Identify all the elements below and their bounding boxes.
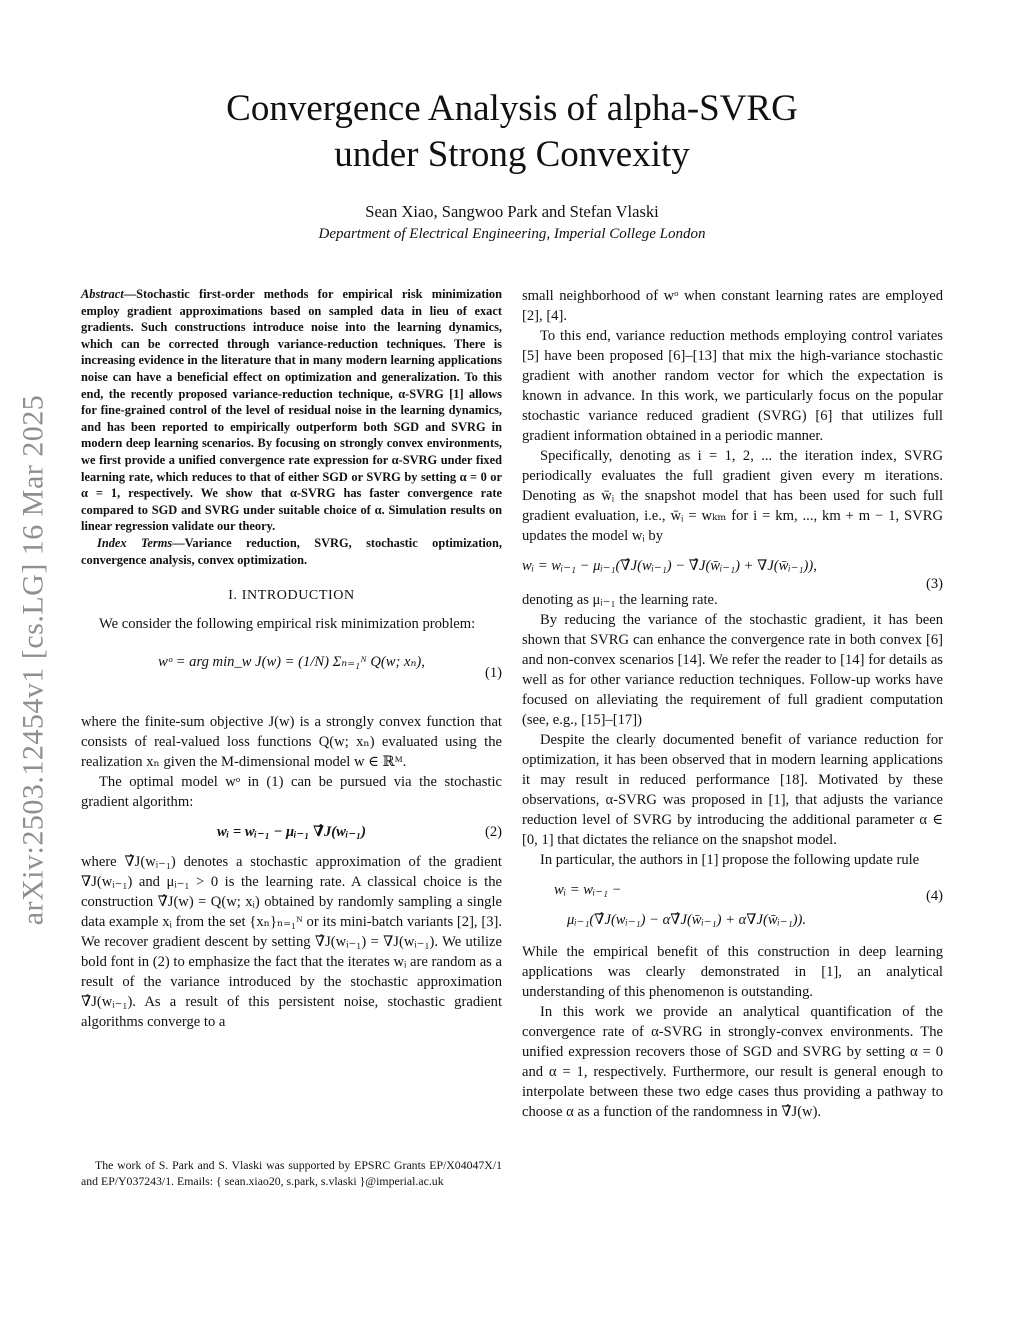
paragraph: where the finite-sum objective J(w) is a strongly convex function that consists of real-valued loss functions Q(w; xₙ) evaluated using the realization xₙ given the M-dimensional model w ∈ ℝᴹ. xyxy=(81,714,502,771)
equation-1-expr: wᵒ = arg min_w J(w) = (1/N) Σₙ₌₁ᴺ Q(w; xₙ), xyxy=(158,654,425,671)
equation-3-number: (3) xyxy=(925,576,943,592)
paragraph: In particular, the authors in [1] propose the following update rule xyxy=(540,852,920,868)
equation-4-line-1: wᵢ = wᵢ₋₁ − xyxy=(554,882,622,898)
abstract xyxy=(81,286,502,535)
paragraph: denoting as μᵢ₋₁ the learning rate. xyxy=(522,592,718,608)
left-column xyxy=(81,286,502,1032)
paragraph: In this work we provide an analytical quantification of the convergence rate of α-SVRG in strongly-convex environments. The unified expression recovers those of SGD and SVRG by setting α = 0 and α = 1, respectively. Furthermore, our result is general enough to interpolate between these two edge cases thus providing a pathway to choose α as a function of the randomness in ∇̂J(w). xyxy=(522,1004,943,1120)
index-terms xyxy=(81,535,502,568)
arxiv-sidebar-stamp xyxy=(8,340,58,980)
equation-4-number: (4) xyxy=(925,888,943,904)
equation-2-number: (2) xyxy=(484,824,502,841)
equation-3 xyxy=(522,556,943,592)
paragraph: Despite the clearly documented benefit of variance reduction for optimization, it has been observed that in modern learning applications it may result in reduced performance [18]. Motivated by these observations, α-SVRG was proposed in [1], that adjusts the variance reduction level of SVRG by introducing the additional parameter α ∈ [0, 1] that dictates the reliance on the snapshot model. xyxy=(522,732,943,848)
equation-3-expr: wᵢ = wᵢ₋₁ − μᵢ₋₁(∇̂J(wᵢ₋₁) − ∇̂J(w̄ᵢ₋₁) + ∇J(w̄ᵢ₋₁)), xyxy=(522,558,817,574)
abstract-text: —Stochastic first-order methods for empirical risk minimization employ gradient approximations based on sampled data in lieu of exact gradients. Such constructions introduce noise into the learning dynamics, which can be corrected through variance-reduction techniques. There is increasing evidence in the literature that in many modern learning applications noise can have a beneficial effect on optimization and generalization. To this end, the recently proposed variance-reduction technique, α-SVRG [1] allows for fine-grained control of the level of residual noise in the learning dynamics, and has been reported to empirically outperform both SGD and SVRG in modern deep learning scenarios. By focusing on strongly convex environments, we first provide a unified convergence rate expression for α-SVRG under fixed learning rate, which reduces to that of either SGD or SVRG by setting α = 0 or α = 1, respectively. We show that α-SVRG has faster convergence rate compared to SGD and SVRG under suitable choice of α. Simulation results on linear regression validate our theory. xyxy=(81,287,502,534)
footnote: The work of S. Park and S. Vlaski was supported by EPSRC Grants EP/X04047X/1 and EP/Y037243/1. Emails: { sean.xiao20, s.park, s.vlaski }@imperial.ac.uk xyxy=(81,1158,502,1188)
paragraph: small neighborhood of wᵒ when constant learning rates are employed [2], [4]. xyxy=(522,288,943,324)
right-column xyxy=(522,286,943,1122)
arxiv-id: arXiv:2503.12454v1 [cs.LG] 16 Mar 2025 xyxy=(16,394,49,926)
index-terms-text: —Variance reduction, SVRG, stochastic optimization, convergence analysis, convex optimization. xyxy=(81,535,502,567)
title-line-1: Convergence Analysis of alpha-SVRG xyxy=(226,88,798,129)
equation-2 xyxy=(81,822,502,842)
paragraph: By reducing the variance of the stochastic gradient, it has been shown that SVRG can enhance the convergence rate in both convex [6] and non-convex scenarios [14]. We refer the reader to [14] for details as well as for other variance reduction techniques. Follow-up works have focused on alleviating the requirement of full gradient computation (see, e.g., [15]–[17]) xyxy=(522,612,943,728)
equation-4-line-2: μᵢ₋₁(∇̂J(wᵢ₋₁) − α∇̂J(w̄ᵢ₋₁) + α∇J(w̄ᵢ₋₁)). xyxy=(567,912,807,928)
title-line-2: under Strong Convexity xyxy=(334,134,690,175)
abstract-lead: Abstract xyxy=(81,287,124,301)
paragraph: While the empirical benefit of this construction in deep learning applications was clearly demonstrated in [1], an analytical understanding of this phenomenon is outstanding. xyxy=(522,944,943,1000)
authors: Sean Xiao, Sangwoo Park and Stefan Vlaski xyxy=(365,202,659,221)
equation-2-expr: wᵢ = wᵢ₋₁ − μᵢ₋₁ ∇̂J(wᵢ₋₁) xyxy=(217,824,366,841)
paper-title xyxy=(120,86,904,178)
section-title-introduction: I. INTRODUCTION xyxy=(228,588,355,604)
paragraph: where ∇̂J(wᵢ₋₁) denotes a stochastic approximation of the gradient ∇J(wᵢ₋₁) and μᵢ₋₁ > 0 is the learning rate. A classical choice is the construction ∇̂J(w) = Q(w; xᵢ) obtained by randomly sampling a single data example xᵢ from the set {xₙ}ₙ₌₁ᴺ or its mini-batch variants [2], [3]. We recover gradient descent by setting ∇̂J(wᵢ₋₁) = ∇J(wᵢ₋₁). We utilize bold font in (2) to emphasize the fact that the iterates wᵢ are random as a result of the variance introduced by the stochastic approximation ∇̂J(wᵢ₋₁). As a result of this persistent noise, stochastic gradient algorithms converge to a xyxy=(81,854,502,1031)
paragraph: To this end, variance reduction methods employing control variates [5] have been proposed [6]–[13] that mix the high-variance stochastic gradient with another random vector for which the expectation is known in advance. In this work, we particularly focus on the popular stochastic variance reduced gradient (SVRG) [6] that utilizes full gradient information obtained in a periodic manner. xyxy=(522,328,943,444)
index-terms-lead: Index Terms xyxy=(97,535,173,550)
paragraph: We consider the following empirical risk minimization problem: xyxy=(99,616,476,633)
equation-1 xyxy=(81,644,502,702)
equation-4 xyxy=(522,880,943,932)
paragraph: Specifically, denoting as i = 1, 2, ... the iteration index, SVRG periodically evaluates the full gradient given every m iterations. Denoting as w̄ᵢ the snapshot model that has been used for such full gradient evaluation, i.e., w̄ᵢ = wₖₘ for i = km, ..., km + m − 1, SVRG updates the model wᵢ by xyxy=(522,448,943,544)
paragraph: The optimal model wᵒ in (1) can be pursued via the stochastic gradient algorithm: xyxy=(81,774,502,811)
affiliation: Department of Electrical Engineering, Imperial College London xyxy=(318,226,706,242)
equation-1-number: (1) xyxy=(484,665,502,682)
